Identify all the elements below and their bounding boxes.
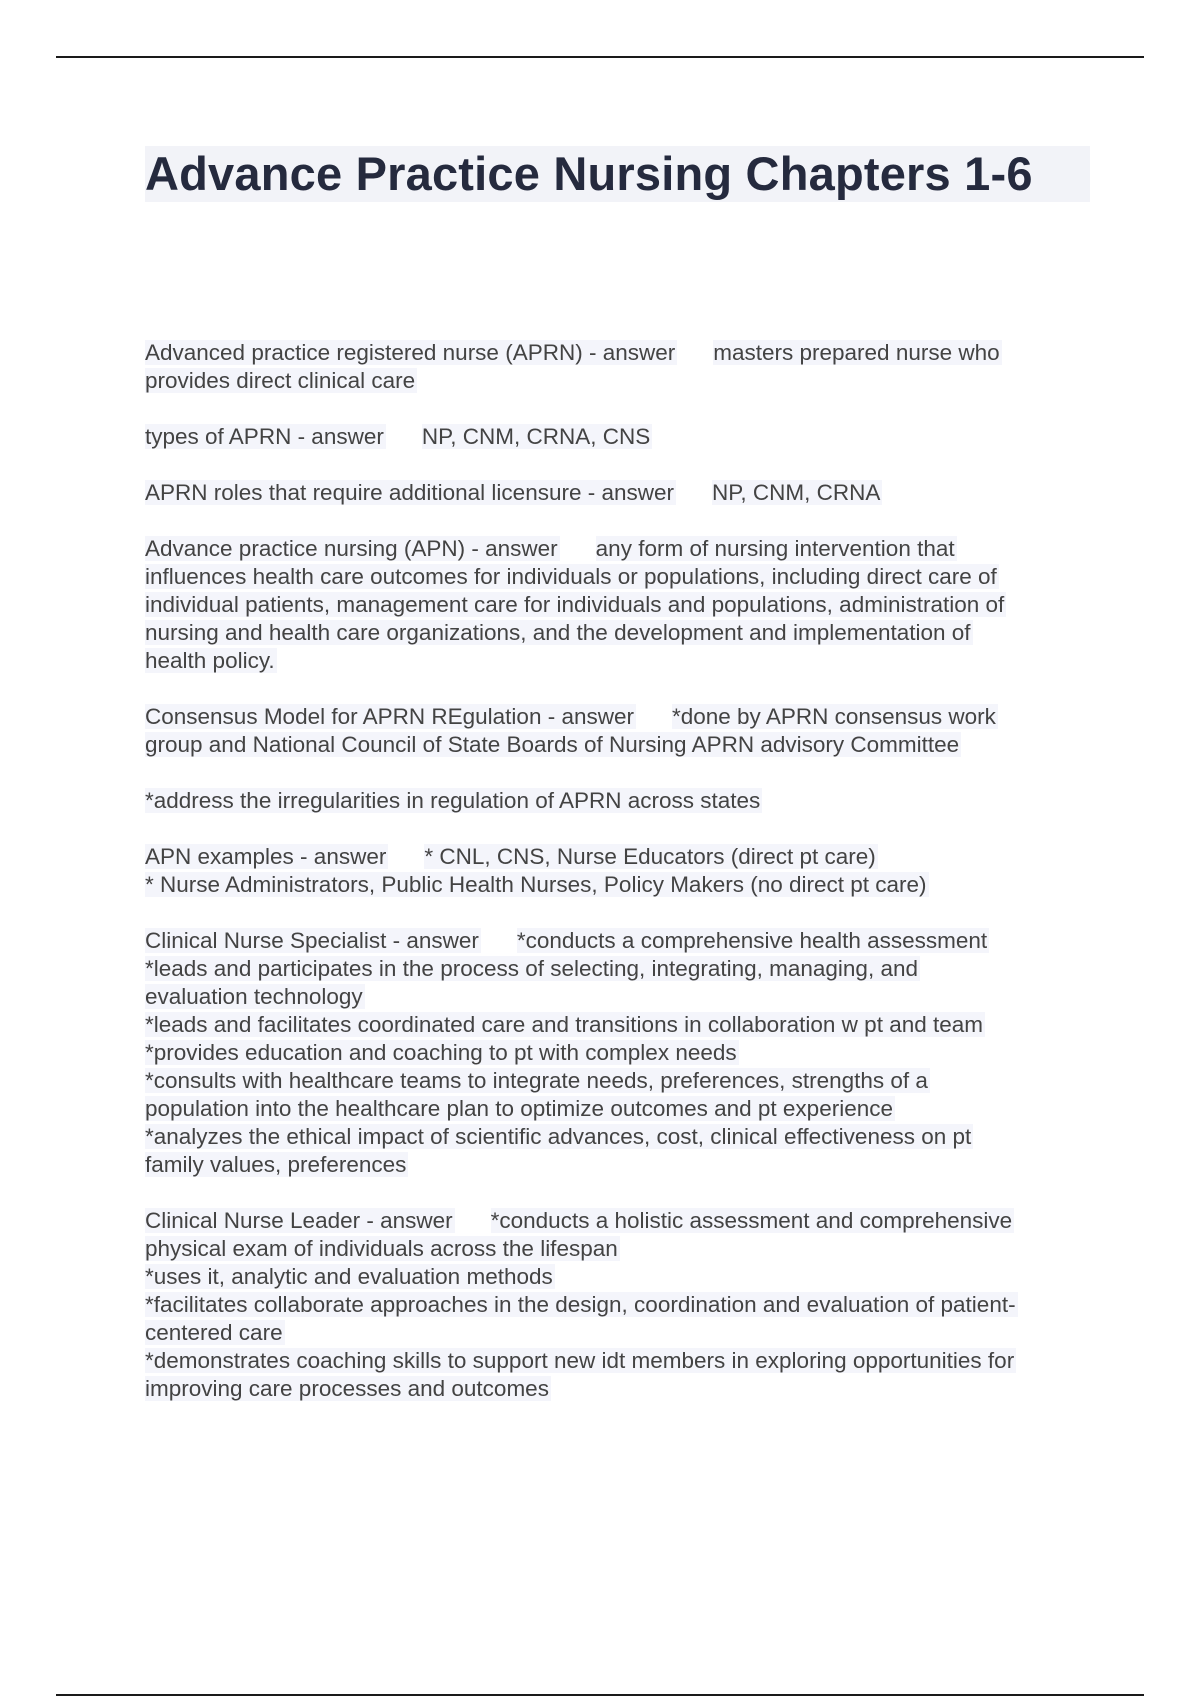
entry-line	[145, 339, 1090, 367]
entry-definition: * CNL, CNS, Nurse Educators (direct pt care)	[424, 844, 876, 869]
entry-definition: *provides education and coaching to pt with complex needs	[145, 1040, 737, 1065]
bottom-rule	[56, 1694, 1144, 1696]
flashcard-entry	[145, 703, 1090, 759]
entry-line	[145, 367, 1090, 395]
entry-line	[145, 1235, 1090, 1263]
entry-line	[145, 871, 1090, 899]
entry-term: Advance practice nursing (APN) - answer	[145, 536, 558, 561]
entry-line	[145, 1011, 1090, 1039]
entry-definition: individual patients, management care for individuals and populations, administration of	[145, 592, 1005, 617]
entry-line	[145, 1039, 1090, 1067]
flashcard-entry	[145, 787, 1090, 815]
flashcard-entry	[145, 535, 1090, 675]
entry-line	[145, 535, 1090, 563]
entry-term: Clinical Nurse Specialist - answer	[145, 928, 479, 953]
entry-line	[145, 423, 1090, 451]
entry-definition: NP, CNM, CRNA, CNS	[421, 424, 651, 449]
entry-term: types of APRN - answer	[145, 424, 384, 449]
entry-definition: any form of nursing intervention that	[595, 536, 955, 561]
document-title: Advance Practice Nursing Chapters 1-6	[145, 146, 1090, 202]
entry-line	[145, 983, 1090, 1011]
entry-line	[145, 591, 1090, 619]
entry-definition: evaluation technology	[145, 984, 363, 1009]
entry-line	[145, 619, 1090, 647]
entry-line	[145, 1151, 1090, 1179]
flashcard-entry	[145, 423, 1090, 451]
entry-term: Advanced practice registered nurse (APRN) - answer	[145, 340, 676, 365]
entry-definition: health policy.	[145, 648, 275, 673]
entry-line	[145, 1319, 1090, 1347]
entry-definition: influences health care outcomes for individuals or populations, including direct care of	[145, 564, 997, 589]
entry-definition: *conducts a comprehensive health assessment	[516, 928, 988, 953]
entry-line	[145, 1375, 1090, 1403]
entry-term: APN examples - answer	[145, 844, 387, 869]
entry-definition: population into the healthcare plan to optimize outcomes and pt experience	[145, 1096, 893, 1121]
entry-definition: *analyzes the ethical impact of scientific advances, cost, clinical effectiveness on pt	[145, 1124, 972, 1149]
flashcard-entry	[145, 1207, 1090, 1403]
entry-definition: *uses it, analytic and evaluation methods	[145, 1264, 553, 1289]
entry-definition: improving care processes and outcomes	[145, 1376, 549, 1401]
entry-definition: *consults with healthcare teams to integrate needs, preferences, strengths of a	[145, 1068, 928, 1093]
entry-line	[145, 843, 1090, 871]
entry-term: Clinical Nurse Leader - answer	[145, 1208, 453, 1233]
entry-line	[145, 563, 1090, 591]
flashcard-entry	[145, 479, 1090, 507]
entry-line	[145, 703, 1090, 731]
entry-line	[145, 1067, 1090, 1095]
entry-line	[145, 787, 1090, 815]
entry-definition: *facilitates collaborate approaches in the design, coordination and evaluation of patient-	[145, 1292, 1016, 1317]
flashcard-entry	[145, 843, 1090, 899]
flashcard-list	[145, 339, 1090, 1431]
entry-definition: NP, CNM, CRNA	[712, 480, 881, 505]
flashcard-entry	[145, 927, 1090, 1179]
entry-definition: group and National Council of State Boards of Nursing APRN advisory Committee	[145, 732, 960, 757]
entry-line	[145, 955, 1090, 983]
top-rule	[56, 56, 1144, 58]
flashcard-entry	[145, 339, 1090, 395]
entry-line	[145, 1263, 1090, 1291]
entry-definition: physical exam of individuals across the lifespan	[145, 1236, 618, 1261]
entry-definition: centered care	[145, 1320, 283, 1345]
entry-definition: provides direct clinical care	[145, 368, 416, 393]
entry-line	[145, 1207, 1090, 1235]
entry-line	[145, 1347, 1090, 1375]
entry-definition: family values, preferences	[145, 1152, 407, 1177]
entry-definition: *conducts a holistic assessment and comprehensive	[490, 1208, 1013, 1233]
entry-line	[145, 647, 1090, 675]
entry-term: APRN roles that require additional licensure - answer	[145, 480, 675, 505]
entry-definition: * Nurse Administrators, Public Health Nurses, Policy Makers (no direct pt care)	[145, 872, 927, 897]
entry-definition: *done by APRN consensus work	[671, 704, 996, 729]
entry-definition: *leads and participates in the process of selecting, integrating, managing, and	[145, 956, 918, 981]
entry-line	[145, 731, 1090, 759]
entry-line	[145, 479, 1090, 507]
entry-line	[145, 927, 1090, 955]
entry-line	[145, 1291, 1090, 1319]
entry-definition: nursing and health care organizations, and the development and implementation of	[145, 620, 971, 645]
entry-line	[145, 1095, 1090, 1123]
entry-definition: *leads and facilitates coordinated care and transitions in collaboration w pt and team	[145, 1012, 984, 1037]
entry-line	[145, 1123, 1090, 1151]
entry-definition: *demonstrates coaching skills to support new idt members in exploring opportunities for	[145, 1348, 1015, 1373]
entry-definition: masters prepared nurse who	[713, 340, 1000, 365]
entry-definition: *address the irregularities in regulation of APRN across states	[145, 788, 761, 813]
entry-term: Consensus Model for APRN REgulation - answer	[145, 704, 634, 729]
